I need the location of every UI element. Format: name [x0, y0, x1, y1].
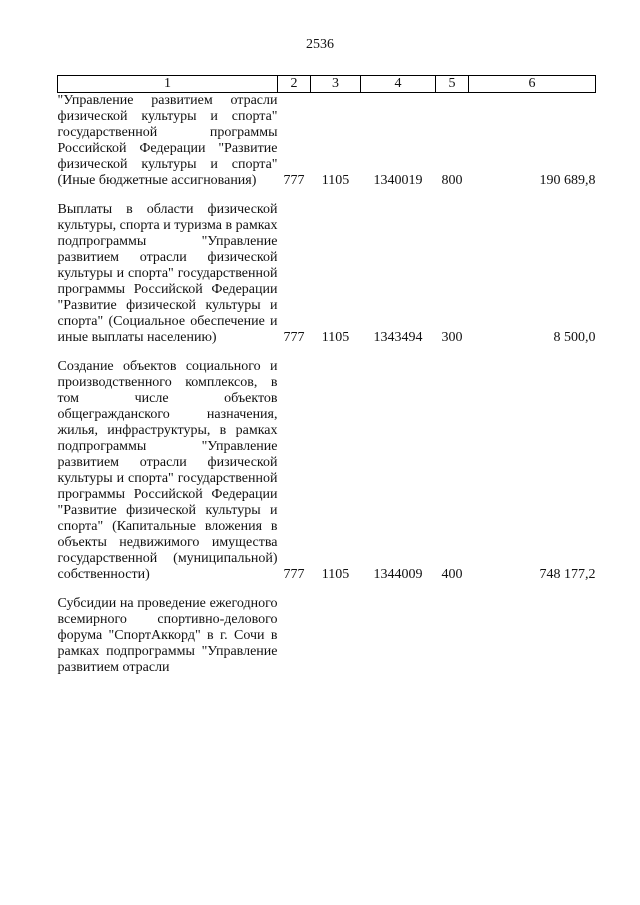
row-expense-type: 800 — [441, 173, 463, 188]
row-description-text: "Управление развитием отрасли физической культуры и спорта" государственной программы Российской Федерации "Развитие физической культуры и спорта" (Иные бюджетные ассигнования) — [57, 93, 278, 188]
row-section-code — [311, 596, 361, 676]
column-header-5: 5 — [436, 76, 469, 93]
row-target-code — [361, 596, 436, 676]
column-header-2: 2 — [278, 76, 311, 93]
row-target-code: 1340019 — [373, 173, 423, 188]
row-section-code: 1105 — [321, 330, 350, 345]
row-amount — [469, 596, 596, 676]
table-row — [58, 93, 596, 190]
column-header-3: 3 — [311, 76, 361, 93]
row-target-code: 1343494 — [373, 330, 423, 345]
row-description — [58, 93, 278, 190]
row-expense-type — [436, 596, 469, 676]
table-row — [58, 359, 596, 583]
row-ministry-code: 777 — [283, 567, 305, 582]
row-description-text: Выплаты в области физической культуры, спорта и туризма в рамках подпрограммы "Управление развитием отрасли физической культуры и спорта" государственной программы Российской Федерации "Развитие физической культуры и спорта" (Социальное обеспечение и иные выплаты населению) — [57, 202, 278, 345]
row-description-text: Субсидии на проведение ежегодного всемирного спортивно-делового форума "СпортАккорд" в г. Сочи в рамках подпрограммы "Управление развитием отрасли — [57, 596, 278, 675]
row-section-code: 1105 — [321, 567, 350, 582]
row-description — [58, 596, 278, 676]
row-amount: 190 689,8 — [539, 173, 596, 188]
table-row — [58, 596, 596, 676]
row-description — [58, 359, 278, 583]
table-row — [58, 202, 596, 346]
table-header-row — [58, 76, 596, 93]
column-header-1: 1 — [58, 76, 278, 93]
row-description — [58, 202, 278, 346]
budget-table — [57, 75, 596, 676]
row-section-code: 1105 — [321, 173, 350, 188]
row-expense-type: 300 — [441, 330, 463, 345]
row-amount: 8 500,0 — [553, 330, 596, 345]
row-expense-type: 400 — [441, 567, 463, 582]
row-spacer — [58, 189, 596, 202]
row-spacer — [58, 583, 596, 596]
row-spacer — [58, 346, 596, 359]
row-ministry-code: 777 — [283, 173, 305, 188]
column-header-6: 6 — [469, 76, 596, 93]
row-ministry-code — [278, 596, 311, 676]
row-ministry-code: 777 — [283, 330, 305, 345]
row-target-code: 1344009 — [373, 567, 423, 582]
page-number: 2536 — [306, 37, 334, 52]
row-description-text: Создание объектов социального и производственного комплексов, в том числе объектов общегражданского назначения, жилья, инфраструктуры, в рамках подпрограммы "Управление развитием отрасли физической культуры и спорта" государственной программы Российской Федерации "Развитие физической культуры и спорта" (Капитальные вложения в объекты недвижимого имущества государственной (муниципальной) собственности) — [57, 359, 278, 582]
column-header-4: 4 — [361, 76, 436, 93]
row-amount: 748 177,2 — [539, 567, 596, 582]
